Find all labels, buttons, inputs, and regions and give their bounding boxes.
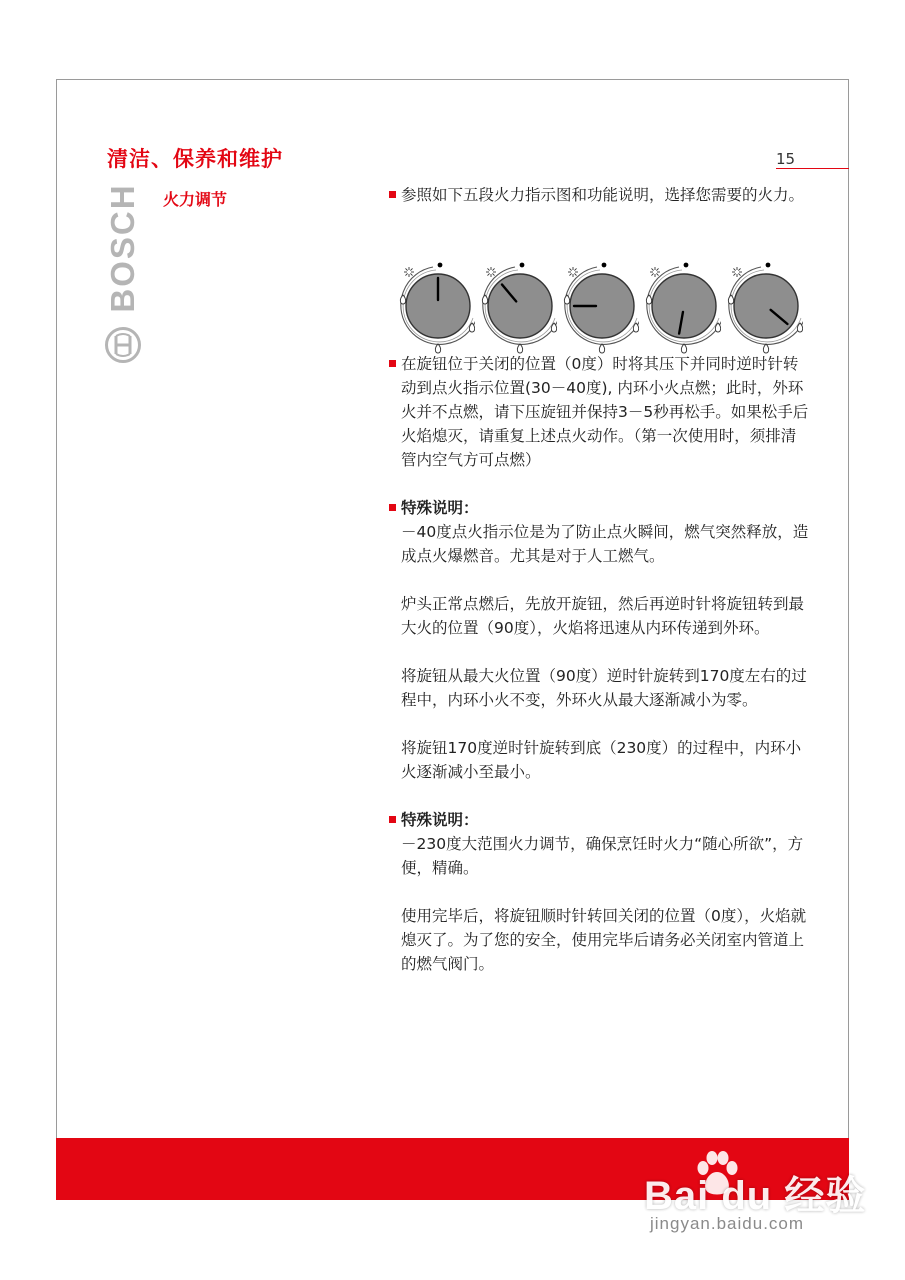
note-paragraph: 将旋钮170度逆时针旋转到底（230度）的过程中，内环小火逐渐减小至最小。 [401, 739, 802, 781]
note-paragraph: 将旋钮从最大火位置（90度）逆时针旋转到170度左右的过程中，内环小火不变，外环火从最大逐渐减小为零。 [401, 667, 807, 709]
bullet-marker [389, 504, 396, 511]
note-paragraph: 使用完毕后，将旋钮顺时针转回关闭的位置（0度），火焰就熄灭了。为了您的安全，使用完毕后请务必关闭室内管道上的燃气阀门。 [401, 907, 807, 973]
bosch-brand [103, 183, 143, 366]
baidu-brand-text: Bai du 经验 [644, 1174, 867, 1218]
bosch-armature-icon [104, 326, 142, 364]
page-number: 15 [776, 150, 796, 168]
note-paragraph: －230度大范围火力调节，确保烹饪时火力“随心所欲”，方便，精确。 [401, 835, 804, 877]
baidu-url: jingyan.baidu.com [650, 1214, 805, 1233]
ignition-paragraph: 在旋钮位于关闭的位置（0度）时将其压下并同时逆时针转动到点火指示位置(30－40度), 内环小火点燃；此时，外环火并不点燃，请下压旋钮并保持3－5秒再松手。如果松手后火焰熄灭，请重复上述点火动作。（第一次使用时，须排清管内空气方可点燃） [389, 352, 809, 472]
bullet-marker [389, 360, 396, 367]
special-note-1 [389, 496, 809, 784]
intro-paragraph: 参照如下五段火力指示图和功能说明，选择您需要的火力。 [389, 183, 809, 207]
bullet-marker [389, 816, 396, 823]
special-note-2 [389, 808, 809, 976]
bullet-marker [389, 191, 396, 198]
note-paragraph: 炉头正常点燃后，先放开旋钮，然后再逆时针将旋钮转到最大火的位置（90度），火焰将迅速从内环传递到外环。 [401, 595, 805, 637]
page-number-rule [776, 168, 849, 169]
bosch-wordmark [103, 183, 143, 313]
instructions [389, 183, 809, 976]
note-paragraph: －40度点火指示位是为了防止点火瞬间，燃气突然释放，造成点火爆燃音。尤其是对于人工燃气。 [401, 523, 809, 565]
bosch-wordmark-text: BOSCH [104, 183, 141, 313]
special-note-heading: 特殊说明： [401, 499, 479, 517]
special-note-heading: 特殊说明： [401, 811, 479, 829]
section-title: 清洁、保养和维护 [107, 147, 283, 171]
subsection-title: 火力调节 [163, 190, 228, 209]
baidu-watermark [644, 1150, 867, 1242]
